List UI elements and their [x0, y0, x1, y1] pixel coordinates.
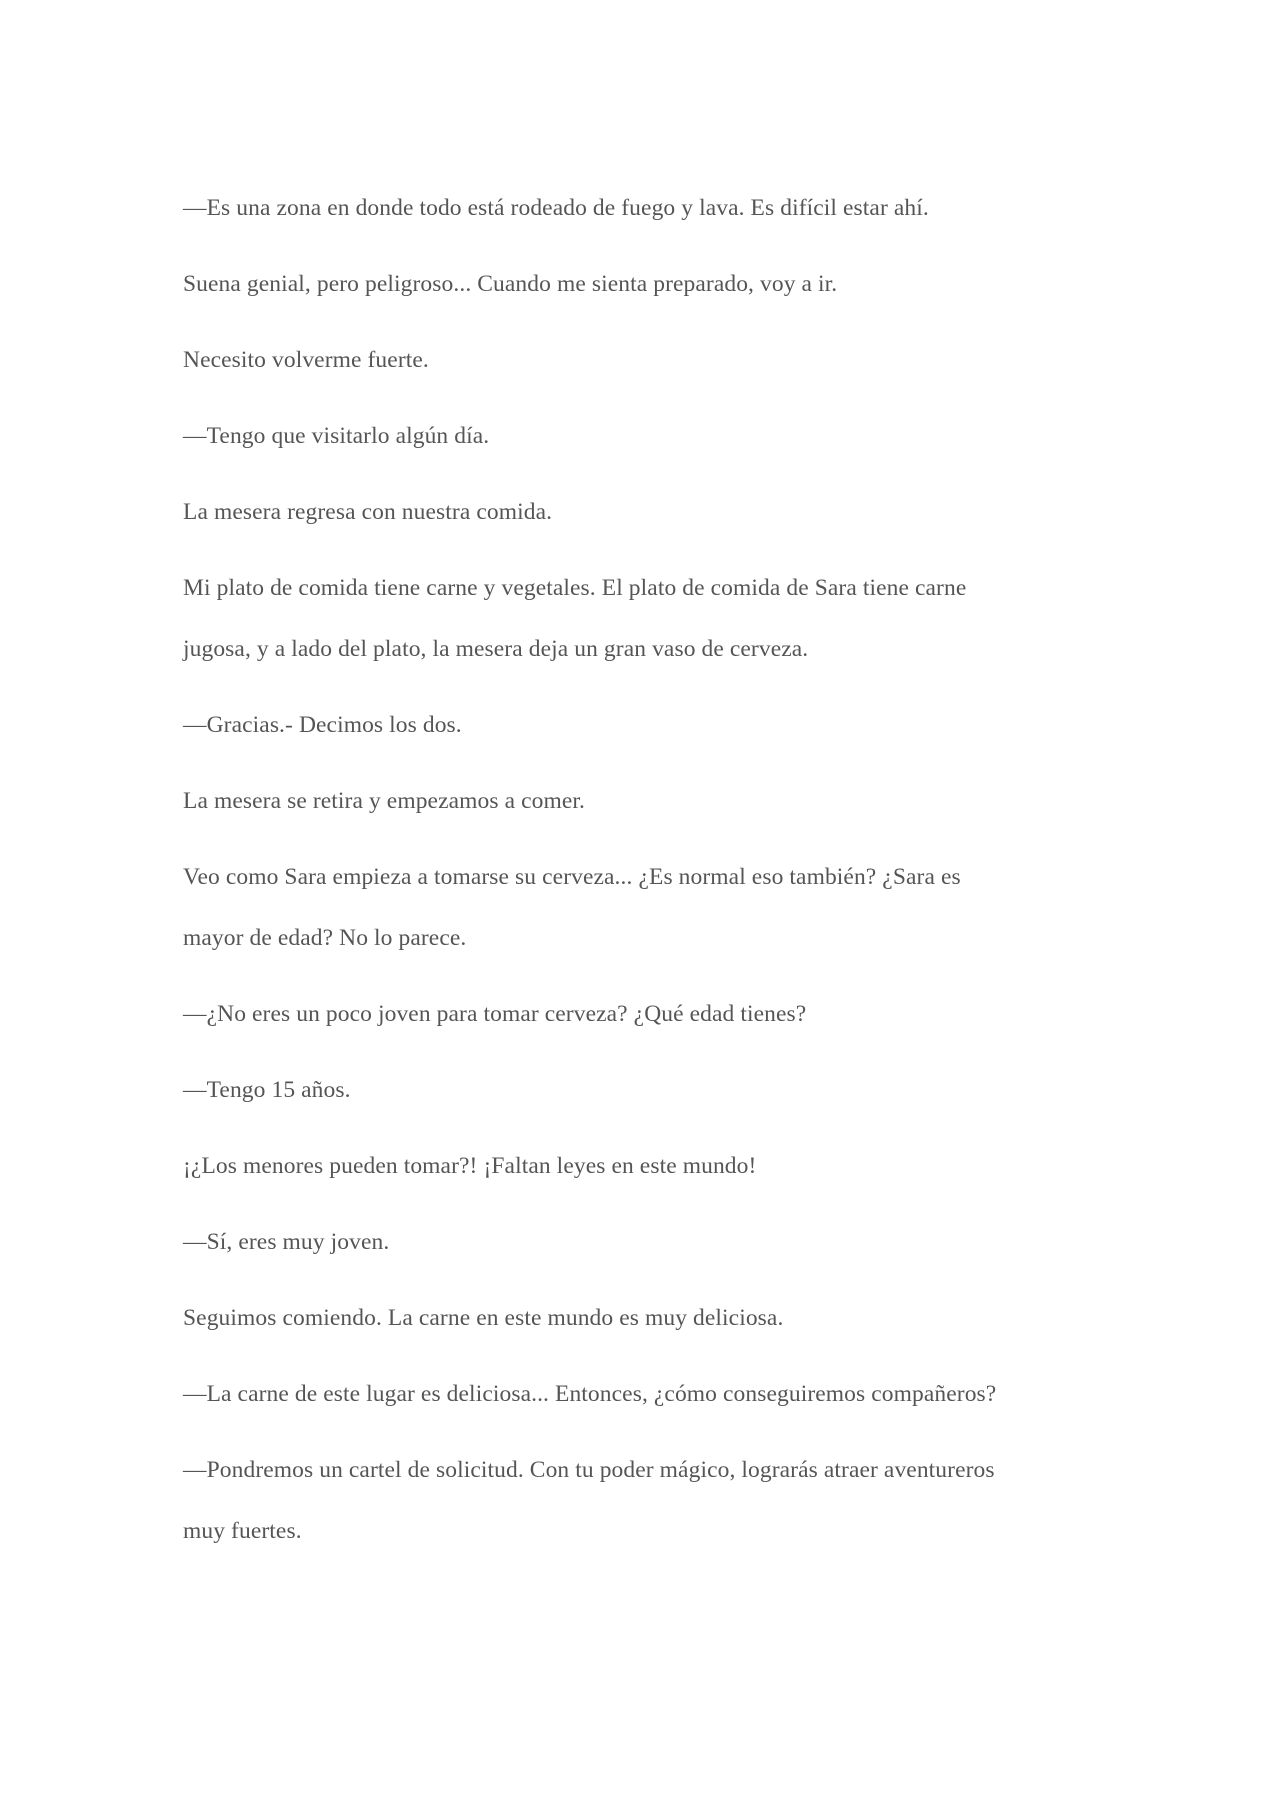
paragraph-line: Veo como Sara empieza a tomarse su cerveza... ¿Es normal eso también? ¿Sara es — [183, 864, 961, 890]
paragraph-line: —Pondremos un cartel de solicitud. Con tu poder mágico, lograrás atraer aventureros — [183, 1457, 995, 1483]
paragraph-line: —¿No eres un poco joven para tomar cerveza? ¿Qué edad tienes? — [183, 1001, 807, 1027]
document-body — [183, 178, 1083, 1577]
paragraph — [183, 330, 1083, 391]
paragraph — [183, 1364, 1083, 1425]
paragraph-line: —Gracias.- Decimos los dos. — [183, 712, 462, 738]
paragraph — [183, 1060, 1083, 1121]
paragraph — [183, 1136, 1083, 1197]
paragraph — [183, 178, 1083, 239]
paragraph — [183, 558, 1083, 680]
paragraph-line: ¡¿Los menores pueden tomar?! ¡Faltan leyes en este mundo! — [183, 1153, 757, 1179]
paragraph — [183, 984, 1083, 1045]
paragraph — [183, 1212, 1083, 1273]
paragraph-line: —Sí, eres muy joven. — [183, 1229, 390, 1255]
paragraph — [183, 406, 1083, 467]
paragraph-line: —Tengo que visitarlo algún día. — [183, 423, 490, 449]
paragraph-line: —La carne de este lugar es deliciosa... Entonces, ¿cómo conseguiremos compañeros? — [183, 1381, 997, 1407]
paragraph-line: mayor de edad? No lo parece. — [183, 925, 467, 951]
paragraph-line: —Es una zona en donde todo está rodeado de fuego y lava. Es difícil estar ahí. — [183, 195, 929, 221]
paragraph-line: —Tengo 15 años. — [183, 1077, 351, 1103]
paragraph-line: jugosa, y a lado del plato, la mesera deja un gran vaso de cerveza. — [183, 636, 809, 662]
paragraph — [183, 254, 1083, 315]
paragraph — [183, 1288, 1083, 1349]
paragraph — [183, 771, 1083, 832]
paragraph-line: La mesera se retira y empezamos a comer. — [183, 788, 585, 814]
paragraph — [183, 482, 1083, 543]
paragraph — [183, 847, 1083, 969]
paragraph — [183, 1440, 1083, 1562]
paragraph-line: Suena genial, pero peligroso... Cuando me sienta preparado, voy a ir. — [183, 271, 838, 297]
paragraph — [183, 695, 1083, 756]
paragraph-line: Mi plato de comida tiene carne y vegetales. El plato de comida de Sara tiene carne — [183, 575, 967, 601]
paragraph-line: Necesito volverme fuerte. — [183, 347, 429, 373]
paragraph-line: muy fuertes. — [183, 1518, 302, 1544]
paragraph-line: La mesera regresa con nuestra comida. — [183, 499, 553, 525]
paragraph-line: Seguimos comiendo. La carne en este mundo es muy deliciosa. — [183, 1305, 784, 1331]
